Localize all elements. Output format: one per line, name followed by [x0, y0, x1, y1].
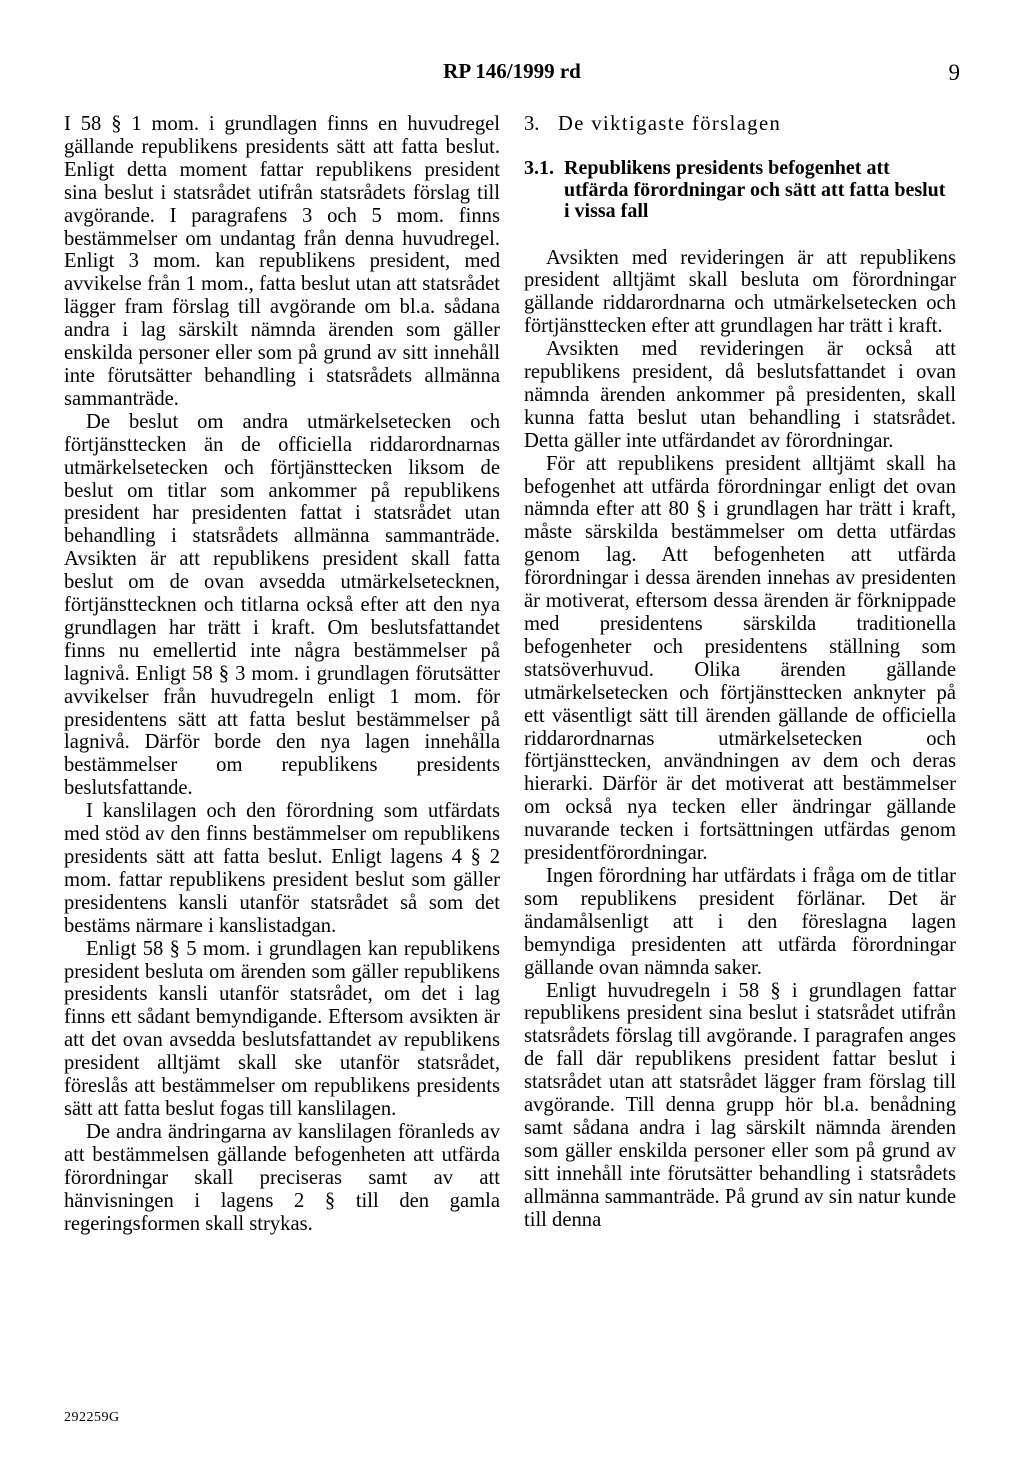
left-column: [64, 113, 500, 1235]
subsection-number: 3.1.: [524, 157, 554, 179]
left-paragraph-1: I 58 § 1 mom. i grundlagen finns en huvudregel gällande republikens presidents sätt att fatta beslut. Enligt detta moment fattar republikens president sina beslut i statsrådet utifrån statsrådets förslag till avgörande. I paragrafens 3 och 5 mom. finns bestämmelser om undantag från denna huvudregel. Enligt 3 mom. kan republikens president, med avvikelse från 1 mom., fatta beslut utan att statsrådet lägger fram förslag till avgörande om bl.a. sådana andra i lag särskilt nämnda ärenden som gäller enskilda personer eller som på grund av sitt innehåll inte förutsätter behandling i statsrådets allmänna sammanträde.: [64, 113, 500, 410]
right-paragraph-3: För att republikens president alltjämt skall ha befogenhet att utfärda förordningar enligt det ovan nämnda efter att 80 § i grundlagen har trätt i kraft, måste särskilda bestämmelser om detta utfärdas genom lag. Att befogenheten att utfärda förordningar i dessa ärenden innehas av presidenten är motiverat, eftersom dessa ärenden är förknippade med presidentens särskilda traditionella befogenheter och presidentens ställning som statsöverhuvud. Olika ärenden gällande utmärkelsetecken och förtjänsttecken anknyter på ett väsentligt sätt till ärenden gällande de officiella riddarordnarnas utmärkelsetecken och förtjänsttecken, användningen av dem och deras hierarki. Därför är det motiverat att bestämmelser om också nya tecken eller ändringar gällande nuvarande tecken i fortsättningen utfärdas genom presidentförordningar.: [524, 452, 956, 865]
right-paragraph-4: Ingen förordning har utfärdats i fråga om de titlar som republikens president förlänar. Det är ändamålsenligt att i den föreslagna lagen bemyndiga presidenten att utfärda förordningar gällande ovan nämnda saker.: [524, 864, 956, 979]
right-column: [524, 113, 956, 1231]
subsection-heading: [524, 158, 956, 223]
section-title: De viktigaste förslagen: [558, 113, 782, 135]
left-paragraph-4: Enligt 58 § 5 mom. i grundlagen kan republikens president besluta om ärenden som gäller republikens presidents kansli utanför statsrådet, om det i lag finns ett sådant bemyndigande. Eftersom avsikten är att det ovan avsedda beslutsfattandet av republikens president alltjämt skall ske utanför statsrådet, föreslås att bestämmelser om republikens presidents sätt att fatta beslut fogas till kanslilagen.: [64, 937, 500, 1120]
section-number: 3.: [524, 113, 540, 135]
page-header-title: RP 146/1999 rd: [443, 59, 581, 83]
page-number: 9: [948, 60, 960, 85]
left-paragraph-2: De beslut om andra utmärkelsetecken och förtjänsttecken än de officiella riddarordnarnas utmärkelsetecken och förtjänsttecken liksom de beslut om titlar som ankommer på republikens president har presidenten fattat i statsrådet utan behandling i statsrådets allmänna sammanträde. Avsikten är att republikens president skall fatta beslut om de ovan avsedda utmärkelsetecknen, förtjänsttecknen och titlarna också efter att den nya grundlagen har trätt i kraft. Om beslutsfattandet finns nu emellertid inte några bestämmelser på lagnivå. Enligt 58 § 3 mom. i grundlagen förutsätter avvikelser från huvudregeln enligt 1 mom. för presidentens sätt att fatta beslut bestämmelser på lagnivå. Därför borde den nya lagen innehålla bestämmelser om republikens presidents beslutsfattande.: [64, 410, 500, 800]
right-paragraph-2: Avsikten med revideringen är också att republikens president, då beslutsfattandet i ovan nämnda ärenden ankommer på presidenten, skall kunna fatta beslut utan behandling i statsrådet. Detta gäller inte utfärdandet av förordningar.: [524, 338, 956, 452]
subsection-title: Republikens presidents befogenhet att utfärda förordningar och sätt att fatta beslut i vissa fall: [564, 157, 946, 222]
right-paragraph-5: Enligt huvudregeln i 58 § i grundlagen fattar republikens president sina beslut i statsrådet utifrån statsrådets förslag till avgörande. I paragrafen anges de fall där republikens president fattar beslut i statsrådet utan att statsrådet lägger fram förslag till avgörande. Till denna grupp hör bl.a. benådning samt sådana andra i lag särskilt nämnda ärenden som gäller enskilda personer eller som på grund av sitt innehåll inte förutsätter behandling i statsrådets allmänna sammanträde. På grund av sin natur kunde till denna: [524, 979, 956, 1231]
footer-document-code: 292259G: [64, 1410, 120, 1425]
section-heading: [524, 113, 956, 136]
left-paragraph-5: De andra ändringarna av kanslilagen föranleds av att bestämmelsen gällande befogenheten att utfärda förordningar skall preciseras samt av att hänvisningen i lagens 2 § till den gamla regeringsformen skall strykas.: [64, 1120, 500, 1235]
right-paragraph-1: Avsikten med revideringen är att republikens president alltjämt skall besluta om förordningar gällande riddarordnarna och utmärkelsetecken och förtjänsttecken efter att grundlagen har trätt i kraft.: [524, 246, 956, 338]
left-paragraph-3: I kanslilagen och den förordning som utfärdats med stöd av den finns bestämmelser om republikens presidents sätt att fatta beslut. Enligt lagens 4 § 2 mom. fattar republikens president beslut som gäller presidentens kansli utanför statsrådet så som det bestäms närmare i kanslistadgan.: [64, 800, 500, 937]
